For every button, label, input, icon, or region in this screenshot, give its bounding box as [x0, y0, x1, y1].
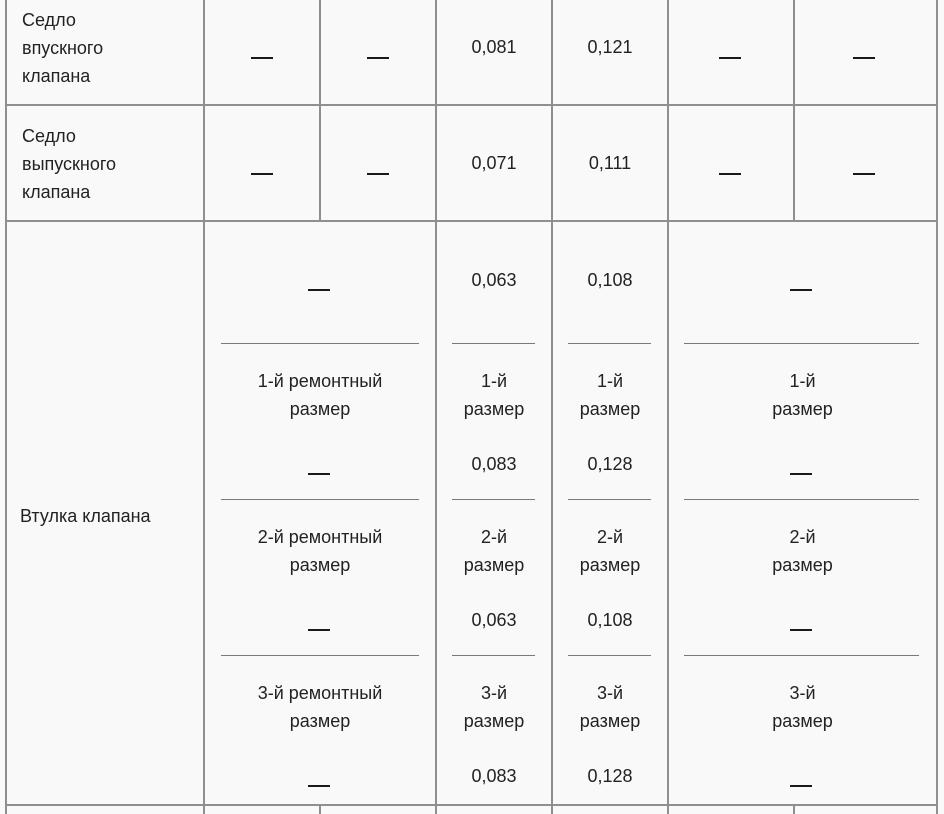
grid-line [5, 104, 938, 106]
repair-size-label: 2-й размер [463, 527, 525, 575]
value-cell: 0,083 [471, 766, 517, 786]
value-cell: 0,108 [587, 270, 633, 290]
grid-line [5, 0, 7, 814]
dash-mark [790, 473, 812, 475]
dash-mark [790, 289, 812, 291]
dash-mark [719, 57, 741, 59]
grid-line [793, 0, 795, 221]
separator [568, 343, 651, 344]
repair-size-label: 3-й размер [772, 683, 833, 731]
separator [452, 655, 535, 656]
dash-mark [251, 57, 273, 59]
dash-mark [308, 785, 330, 787]
separator [221, 499, 419, 500]
dash-mark [308, 473, 330, 475]
separator [452, 343, 535, 344]
value-cell: 0,128 [587, 766, 633, 786]
dash-mark [308, 289, 330, 291]
row-label: Втулка клапана [20, 506, 151, 526]
value-cell: 0,121 [587, 37, 633, 57]
repair-size-label: 3-й ремонтный размер [257, 683, 383, 731]
separator [684, 499, 919, 500]
repair-size-label: 1-й размер [772, 371, 833, 419]
dash-mark [308, 629, 330, 631]
repair-size-label: 1-й размер [579, 371, 641, 419]
value-cell: 0,108 [587, 610, 633, 630]
grid-line [5, 804, 938, 806]
repair-size-label: 1-й ремонтный размер [257, 371, 383, 419]
repair-size-label: 2-й размер [579, 527, 641, 575]
value-cell: 0,128 [587, 454, 633, 474]
dash-mark [790, 785, 812, 787]
separator [221, 343, 419, 344]
dash-mark [367, 57, 389, 59]
dash-mark [367, 173, 389, 175]
dash-mark [853, 57, 875, 59]
value-cell: 0,063 [471, 270, 517, 290]
repair-size-label: 3-й размер [463, 683, 525, 731]
value-cell: 0,063 [471, 610, 517, 630]
value-cell: 0,111 [588, 153, 632, 173]
separator [568, 655, 651, 656]
separator [568, 499, 651, 500]
separator [452, 499, 535, 500]
separator [684, 655, 919, 656]
grid-line [319, 0, 321, 221]
repair-size-label: 2-й ремонтный размер [257, 527, 383, 575]
grid-line [936, 0, 938, 814]
repair-size-label: 2-й размер [772, 527, 833, 575]
row-label: Седло впускного клапана [22, 10, 104, 86]
dash-mark [790, 629, 812, 631]
dash-mark [853, 173, 875, 175]
value-cell: 0,081 [471, 37, 517, 57]
dash-mark [251, 173, 273, 175]
value-cell: 0,083 [471, 454, 517, 474]
repair-size-label: 3-й размер [579, 683, 641, 731]
row-label: Седло выпускного клапана [22, 126, 117, 202]
dash-mark [719, 173, 741, 175]
repair-size-label: 1-й размер [463, 371, 525, 419]
separator [684, 343, 919, 344]
separator [221, 655, 419, 656]
value-cell: 0,071 [471, 153, 517, 173]
grid-line [5, 220, 938, 222]
